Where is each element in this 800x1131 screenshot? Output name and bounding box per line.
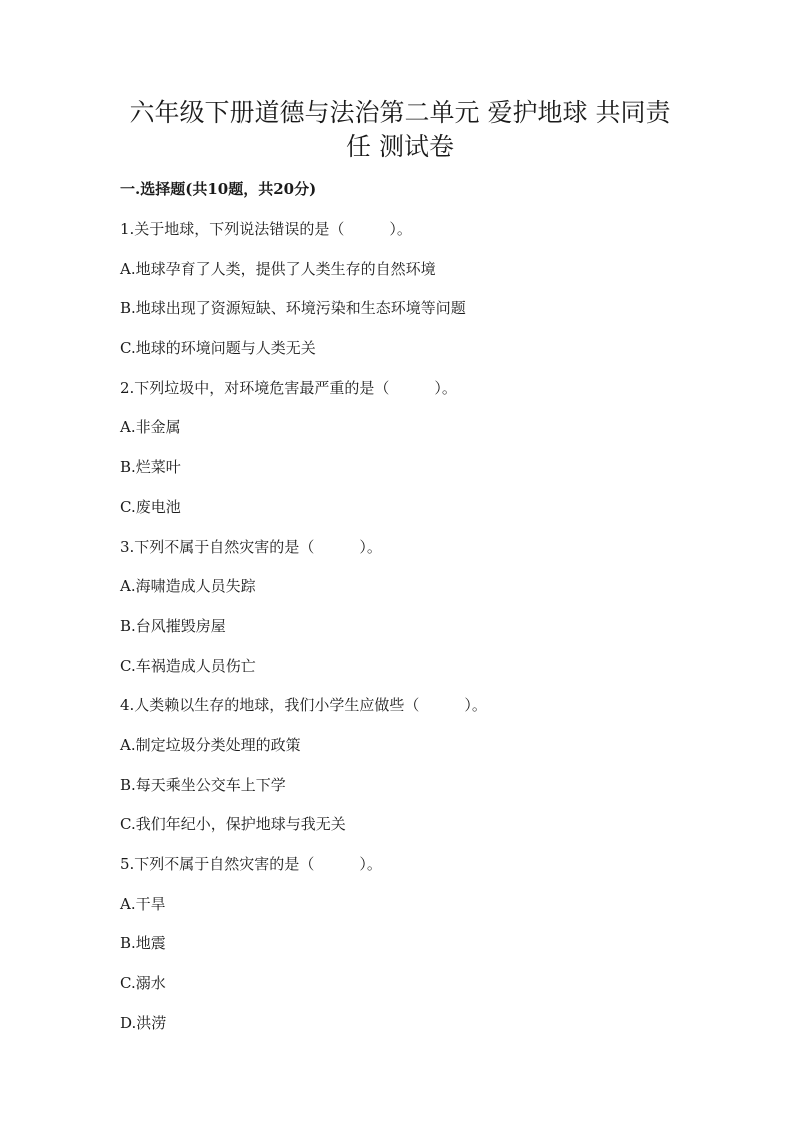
answer-option: C.我们年纪小，保护地球与我无关 — [120, 815, 346, 834]
answer-option: B.烂菜叶 — [120, 458, 181, 477]
answer-option: A.制定垃圾分类处理的政策 — [120, 735, 301, 754]
title-line-2: 任 测试卷 — [346, 132, 454, 161]
answer-option: A.干旱 — [120, 894, 166, 913]
answer-option: A.非金属 — [120, 418, 181, 437]
page-title — [110, 96, 690, 164]
answer-option: B.地震 — [120, 934, 166, 953]
question-stem: 2.下列垃圾中，对环境危害最严重的是（ ）。 — [120, 378, 457, 397]
title-line-1: 六年级下册道德与法治第二单元 爱护地球 共同责 — [129, 98, 671, 127]
answer-option: C.地球的环境问题与人类无关 — [120, 339, 316, 358]
answer-option: B.台风摧毁房屋 — [120, 616, 226, 635]
answer-option: B.地球出现了资源短缺、环境污染和生态环境等问题 — [120, 299, 466, 318]
answer-option: C.溺水 — [120, 974, 166, 993]
answer-option: A.海啸造成人员失踪 — [120, 577, 256, 596]
question-stem: 5.下列不属于自然灾害的是（ ）。 — [120, 855, 382, 873]
answer-option: B.每天乘坐公交车上下学 — [120, 775, 286, 794]
question-stem: 1.关于地球，下列说法错误的是（ ）。 — [120, 220, 412, 238]
question-list — [120, 218, 720, 1051]
question-stem: 3.下列不属于自然灾害的是（ ）。 — [120, 537, 382, 556]
answer-option: C.车祸造成人员伤亡 — [120, 656, 256, 675]
answer-option: D.洪涝 — [120, 1013, 167, 1032]
section-heading: 一.选择题(共10题，共20分) — [120, 180, 317, 198]
question-stem: 4.人类赖以生存的地球，我们小学生应做些（ ）。 — [120, 696, 487, 715]
answer-option: A.地球孕育了人类，提供了人类生存的自然环境 — [120, 259, 436, 278]
answer-option: C.废电池 — [120, 497, 181, 516]
